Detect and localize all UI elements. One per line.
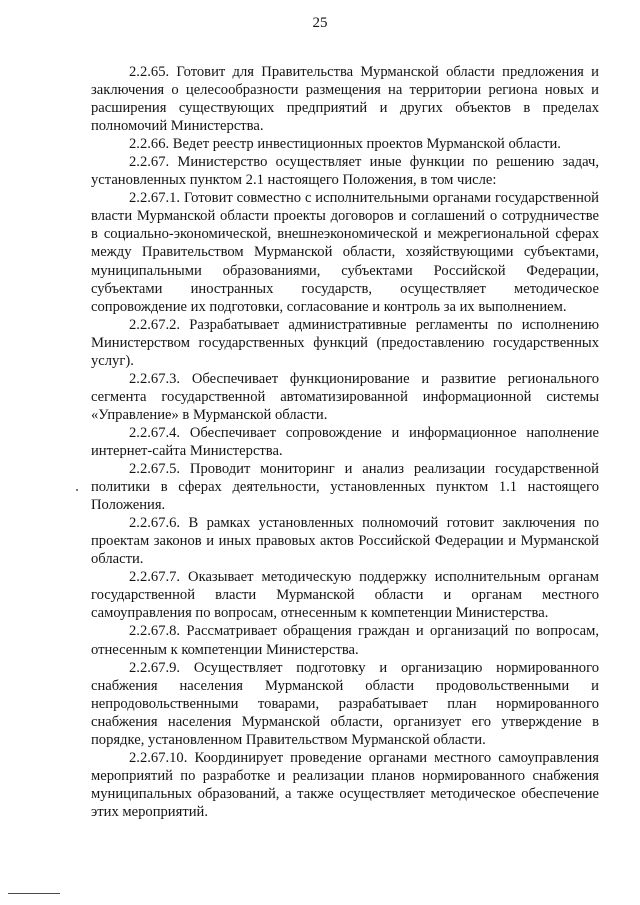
paragraph-2-2-67-7: 2.2.67.7. Оказывает методическую поддержку исполнительным органам государственной власти Мурманской области и органам местного самоуправления по вопросам, отнесенным к компетенции Министерства. (91, 569, 599, 622)
paragraph-2-2-67-4: 2.2.67.4. Обеспечивает сопровождение и информационное наполнение интернет-сайта Министерства. (91, 424, 599, 459)
document-body (91, 63, 599, 821)
paragraph-2-2-67: 2.2.67. Министерство осуществляет иные функции по решению задач, установленных пунктом 2.1 настоящего Положения, в том числе: (91, 154, 599, 189)
paragraph-2-2-65: 2.2.65. Готовит для Правительства Мурманской области предложения и заключения о целесообразности размещения на территории региона новых и расширения существующих предприятий и других объектов в пределах полномочий Министерства. (91, 64, 599, 135)
paragraph-2-2-67-6: 2.2.67.6. В рамках установленных полномочий готовит заключения по проектам законов и иных правовых актов Российской Федерации и Мурманской области. (91, 515, 599, 568)
paragraph-2-2-67-2: 2.2.67.2. Разрабатывает административные регламенты по исполнению Министерством государственных функций (предоставлению государственных услуг). (91, 316, 599, 369)
scan-speck (76, 489, 78, 491)
paragraph-2-2-67-9: 2.2.67.9. Осуществляет подготовку и организацию нормированного снабжения населения Мурманской области продовольственными и непродовольственными товарами, разрабатывает план нормированного снабжения населения Мурманской области, организует его утверждение в порядке, установленном Правительством Мурманской области. (91, 659, 599, 748)
paragraph-2-2-67-3: 2.2.67.3. Обеспечивает функционирование и развитие регионального сегмента государственной автоматизированной информационной системы «Управление» в Мурманской области. (91, 370, 599, 423)
paragraph-2-2-67-1: 2.2.67.1. Готовит совместно с исполнительными органами государственной власти Мурманской области проекты договоров и соглашений о сотрудничестве в социально-экономической, внешнеэкономической и межрегиональной сферах между Правительством Мурманской области, хозяйствующими субъектами, муниципальными образованиями, субъектами Российской Федерации, субъектами иностранных государств, осуществляет методическое сопровождение их подготовки, согласование и контроль за их выполнением. (91, 190, 599, 315)
page-number: 25 (312, 15, 328, 31)
paragraph-2-2-67-5: 2.2.67.5. Проводит мониторинг и анализ реализации государственной политики в сферах деятельности, установленных пунктом 1.1 настоящего Положения. (91, 461, 599, 514)
paragraph-2-2-66: 2.2.66. Ведет реестр инвестиционных проектов Мурманской области. (129, 136, 561, 153)
footer-rule (8, 893, 60, 894)
paragraph-2-2-67-8: 2.2.67.8. Рассматривает обращения граждан и организаций по вопросам, отнесенным к компетенции Министерства. (91, 623, 599, 658)
paragraph-2-2-67-10: 2.2.67.10. Координирует проведение органами местного самоуправления мероприятий по разработке и реализации планов нормированного снабжения муниципальных образований, а также осуществляет методическое обеспечение этих мероприятий. (91, 749, 599, 820)
